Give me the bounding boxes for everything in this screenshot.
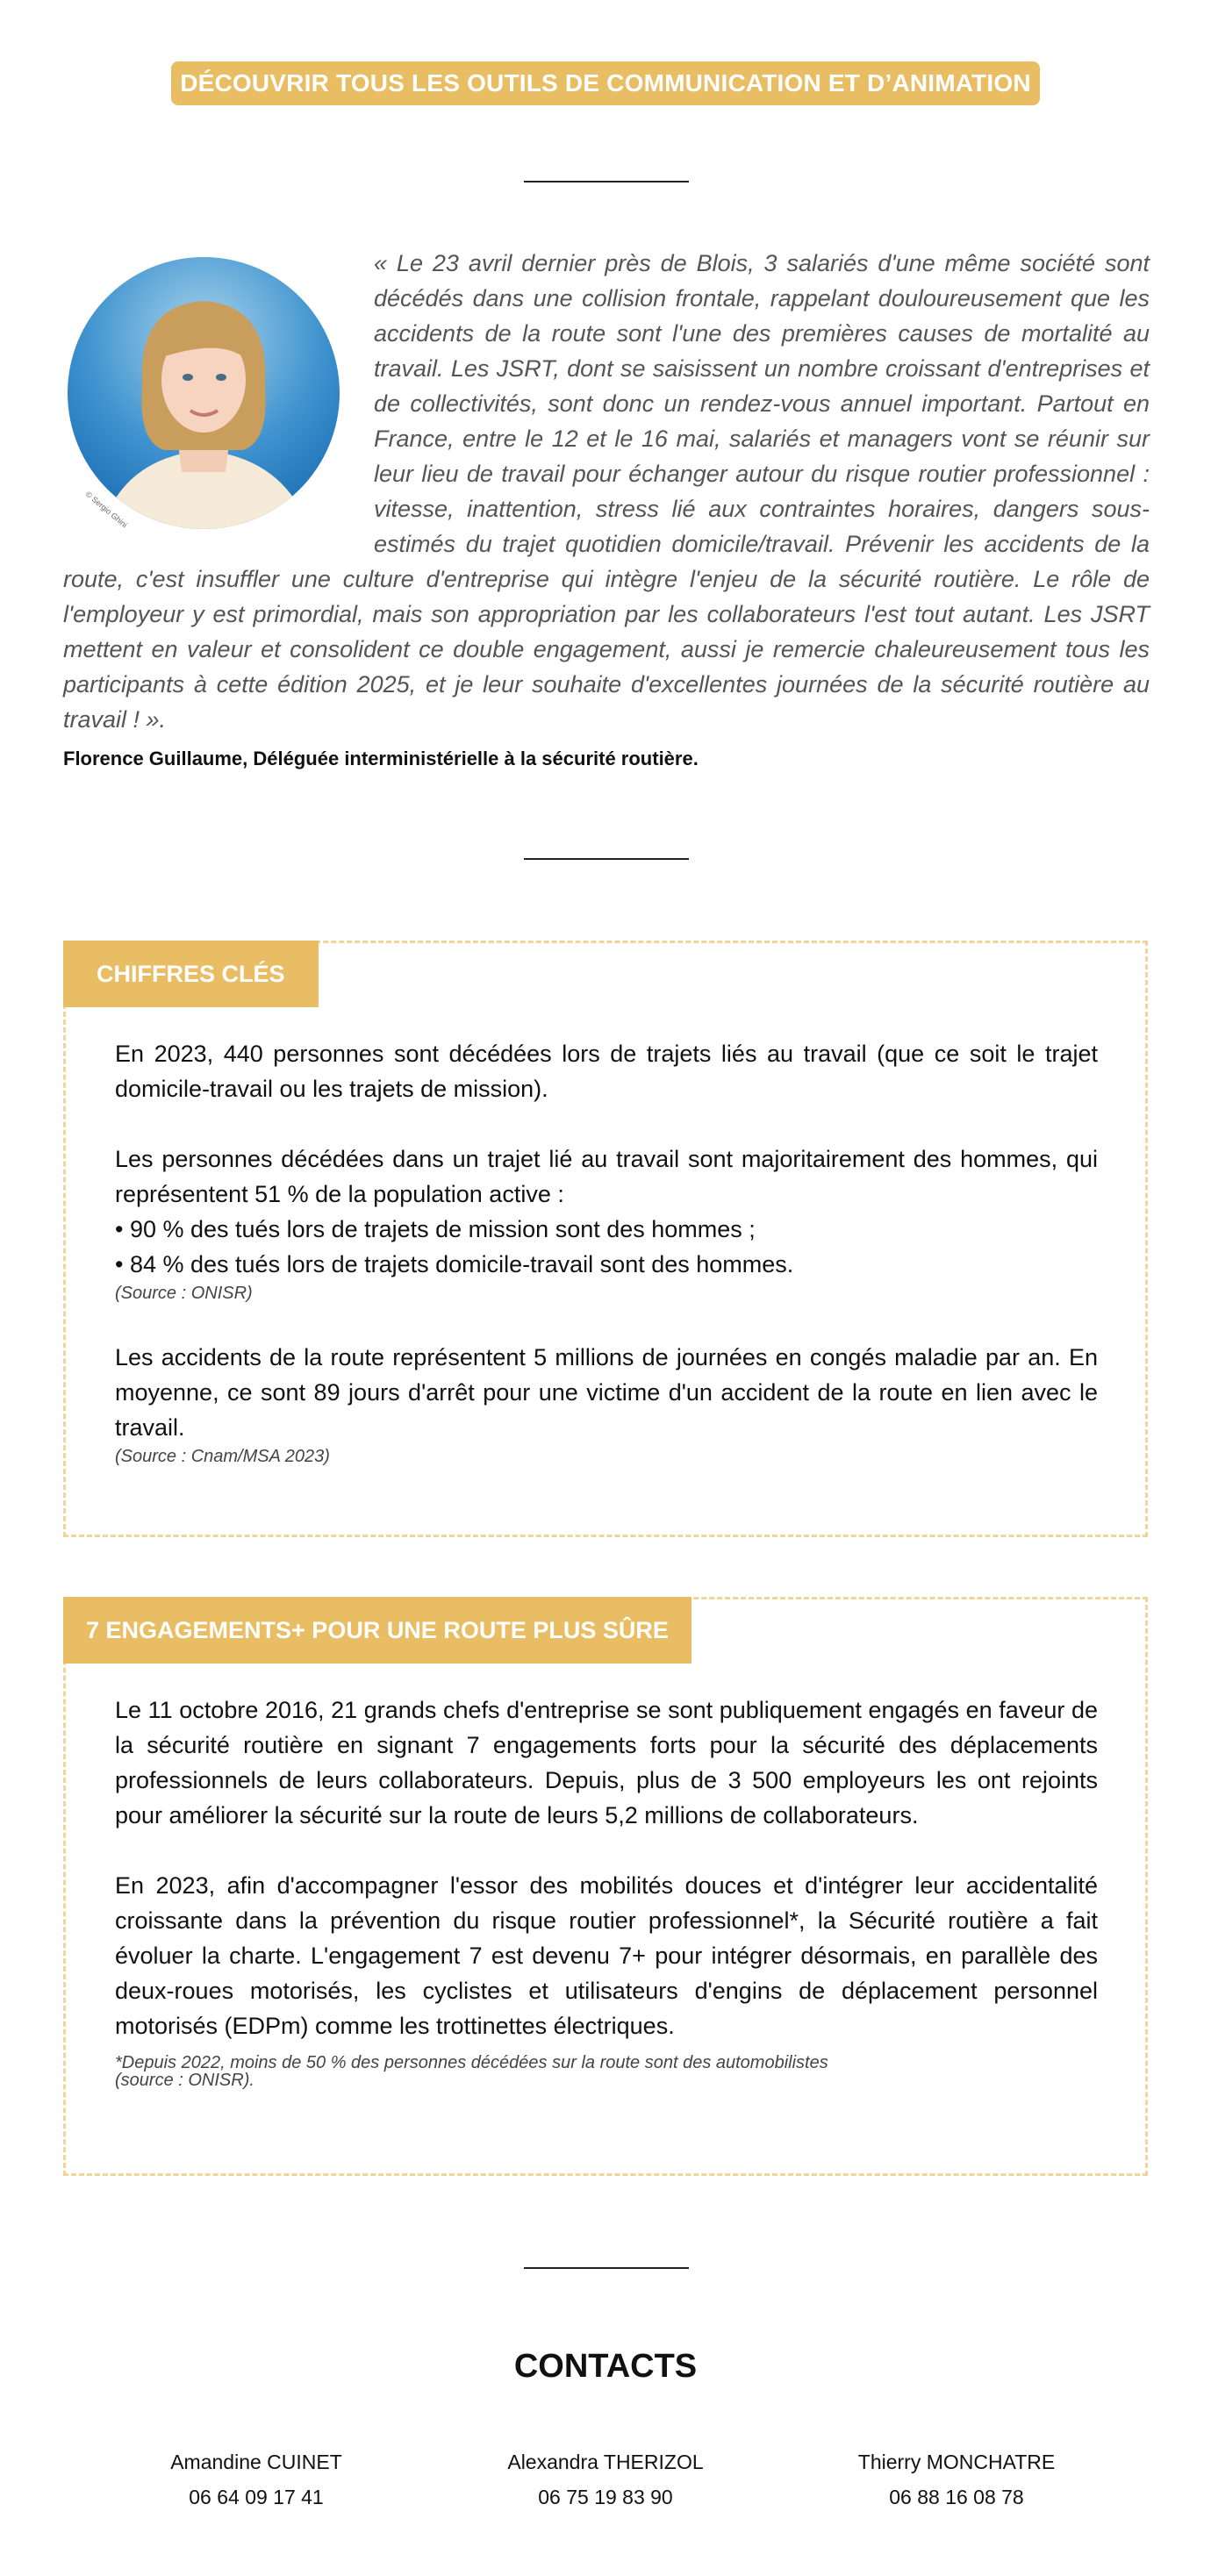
key-figures-paragraph: Les personnes décédées dans un trajet lié au travail sont majoritairement des hommes, qui représentent 51 % de la population active : (115, 1146, 1098, 1207)
quote-author: Florence Guillaume, Déléguée interministérielle à la sécurité routière. (63, 748, 699, 769)
footnote: (source : ONISR). (115, 2071, 254, 2090)
key-figures-body (115, 1036, 1098, 1468)
key-figures-paragraph: Les accidents de la route représentent 5 millions de journées en congés maladie par an. En moyenne, ce sont 89 jours d'arrêt pour une victime d'un accident de la route en lien avec le travail. (115, 1344, 1098, 1441)
key-figures-box (63, 941, 1148, 1537)
engagements-box (63, 1597, 1148, 2176)
key-figures-bullet: • 84 % des tués lors de trajets domicile-travail sont des hommes. (115, 1251, 794, 1277)
separator (524, 181, 689, 182)
key-figures-paragraph: En 2023, 440 personnes sont décédées lors de trajets liés au travail (que ce soit le trajet domicile-travail ou les trajets de mission). (115, 1041, 1098, 1102)
quote-text: « Le 23 avril dernier près de Blois, 3 salariés d'une même société sont décédés dans une collision frontale, rappelant douloureusement que les accidents de la route sont l'une des premières causes de mortalité au travail. Les JSRT, dont se saisissent un nombre croissant d'entreprises et de collectivités, sont donc un rendez-vous annuel important. Partout en France, entre le 12 et le 16 mai, salariés et managers vont se réunir sur leur lieu de travail pour échanger autour du risque routier professionnel : vitesse, inattention, stress lié aux contraintes horaires, dangers sous-estimés du trajet quotidien domicile/travail. Prévenir les accidents de la route, c'est insuffler une culture d'entreprise qui intègre l'enjeu de la sécurité routière. Le rôle de l'employeur y est primordial, mais son appropriation par les collaborateurs l'est tout autant. Les JSRT mettent en valeur et consolident ce double engagement, aussi je remercie chaleureusement tous les participants à cette édition 2025, et je leur souhaite d'excellentes journées de la sécurité routière au travail ! ». (63, 250, 1150, 733)
engagements-paragraph: Le 11 octobre 2016, 21 grands chefs d'entreprise se sont publiquement engagés en faveur de la sécurité routière en signant 7 engagements forts pour la sécurité des déplacements professionnels de leurs collaborateurs. Depuis, plus de 3 500 employeurs les ont rejoints pour améliorer la sécurité sur la route de leurs 5,2 millions de collaborateurs. (115, 1697, 1098, 1828)
engagements-body (115, 1692, 1098, 2089)
contact-card (448, 2444, 763, 2515)
portrait-image (63, 253, 344, 533)
source-note: (Source : ONISR) (115, 1284, 253, 1303)
key-figures-bullet: • 90 % des tués lors de trajets de mission sont des hommes ; (115, 1216, 756, 1242)
key-figures-title: CHIFFRES CLÉS (63, 941, 319, 1007)
contact-name: Alexandra THERIZOL (507, 2451, 704, 2473)
contact-name: Thierry MONCHATRE (857, 2451, 1056, 2473)
contact-name: Amandine CUINET (170, 2451, 342, 2473)
engagements-title: 7 ENGAGEMENTS+ POUR UNE ROUTE PLUS SÛRE (63, 1597, 691, 1664)
discover-tools-button[interactable]: DÉCOUVRIR TOUS LES OUTILS DE COMMUNICATION ET D’ANIMATION (171, 61, 1040, 105)
footnote: *Depuis 2022, moins de 50 % des personnes décédées sur la route sont des automobilistes (115, 2053, 828, 2072)
contact-card (799, 2444, 1114, 2515)
photo-credit: © Sergio Ghini (83, 490, 129, 530)
portrait-photo (63, 253, 353, 533)
separator (524, 2267, 689, 2269)
engagements-paragraph: En 2023, afin d'accompagner l'essor des mobilités douces et d'intégrer leur accidentalité croissante dans la prévention du risque routier professionnel*, la Sécurité routière a fait évoluer la charte. L'engagement 7 est devenu 7+ pour intégrer désormais, en parallèle des deux-roues motorisés, les cyclistes et utilisateurs d'engins de déplacement personnel motorisés (EDPm) comme les trottinettes électriques. (115, 1872, 1098, 2039)
contacts-title: CONTACTS (513, 2348, 698, 2385)
separator (524, 858, 689, 860)
contact-phone[interactable]: 06 88 16 08 78 (889, 2486, 1024, 2508)
contact-phone[interactable]: 06 64 09 17 41 (189, 2486, 324, 2508)
contact-phone[interactable]: 06 75 19 83 90 (538, 2486, 673, 2508)
quote-section (63, 246, 1150, 770)
source-note: (Source : Cnam/MSA 2023) (115, 1447, 330, 1466)
contact-card (98, 2444, 414, 2515)
